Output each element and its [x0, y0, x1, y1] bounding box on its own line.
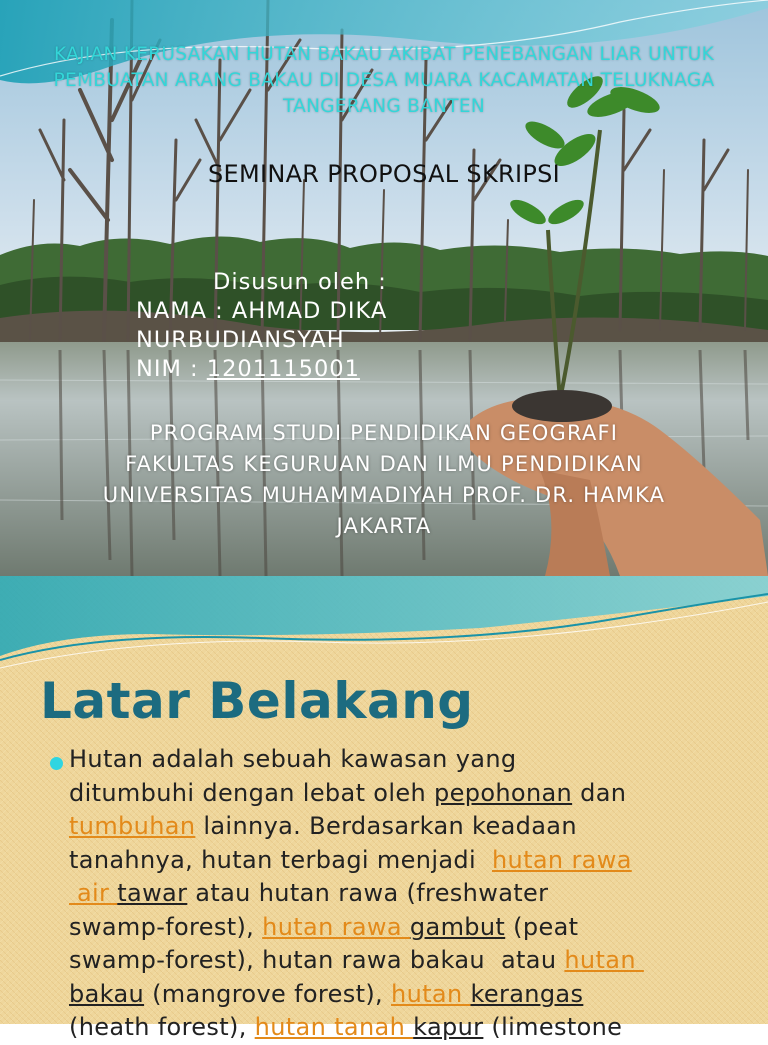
- bullet-dot-icon: [50, 757, 63, 770]
- author-heading: Disusun oleh :: [213, 269, 387, 295]
- underlined-text: kapur: [413, 1013, 484, 1041]
- paragraph-line: [69, 913, 578, 941]
- institution-line: PROGRAM STUDI PENDIDIKAN GEOGRAFI: [149, 421, 619, 445]
- hyperlink-text[interactable]: hutan: [391, 979, 471, 1008]
- paragraph-line: [69, 745, 516, 773]
- paragraph-text: ditumbuhi dengan lebat oleh: [69, 778, 435, 807]
- slide-title: KAJIAN KERUSAKAN HUTAN BAKAU AKIBAT PENEBANGAN LIAR UNTUK PEMBUATAN ARANG BAKAU DI DESA MUARA KACAMATAN TELUKNAGA TANGERANG BANTEN: [53, 44, 715, 117]
- paragraph-text: lainnya. Berdasarkan keadaan: [195, 812, 577, 840]
- paragraph-line: [69, 980, 583, 1008]
- nim-label: NIM :: [136, 356, 207, 382]
- paragraph-line: [69, 1013, 622, 1041]
- author-name: NAMA : AHMAD DIKA NURBUDIANSYAH: [136, 298, 388, 353]
- underlined-text: gambut: [409, 912, 506, 941]
- paragraph-text: (limestone: [483, 1013, 623, 1041]
- paragraph-line: [69, 879, 548, 907]
- paragraph-text: (heath forest),: [69, 1013, 255, 1041]
- hyperlink-text[interactable]: air: [69, 879, 118, 907]
- underlined-text: bakau: [69, 979, 145, 1008]
- hyperlink-text[interactable]: hutan rawa: [262, 912, 410, 941]
- underlined-text: kerangas: [470, 979, 584, 1008]
- hyperlink-text[interactable]: tumbuhan: [69, 812, 196, 840]
- paragraph-text: dan: [572, 778, 627, 807]
- paragraph-text: Hutan adalah sebuah kawasan yang: [69, 745, 517, 773]
- hyperlink-text[interactable]: hutan rawa: [491, 845, 632, 874]
- author-block: [136, 268, 556, 384]
- paragraph-text: (peat: [505, 912, 579, 941]
- institution-line: JAKARTA: [336, 514, 432, 538]
- paragraph-line: [69, 846, 632, 874]
- slide-subtitle: SEMINAR PROPOSAL SKRIPSI: [207, 160, 561, 188]
- institution-line: FAKULTAS KEGURUAN DAN ILMU PENDIDIKAN: [125, 452, 643, 476]
- content-slide: [0, 576, 768, 1041]
- paragraph-text: atau hutan rawa (freshwater: [187, 879, 549, 907]
- paragraph-text: swamp-forest),: [69, 912, 263, 941]
- underlined-text: pepohonan: [434, 778, 573, 807]
- hyperlink-text[interactable]: hutan: [564, 946, 644, 974]
- paragraph-text: (mangrove forest),: [144, 979, 392, 1008]
- body-paragraph: [69, 743, 739, 1045]
- author-nim: [136, 355, 556, 384]
- paragraph-line: [69, 812, 577, 840]
- nim-value: 1201115001: [206, 356, 360, 382]
- institution-line: UNIVERSITAS MUHAMMADIYAH PROF. DR. HAMKA: [102, 483, 666, 507]
- paragraph-text: swamp-forest), hutan rawa bakau atau: [69, 946, 565, 974]
- paragraph-line: [69, 946, 644, 974]
- hyperlink-text[interactable]: hutan tanah: [254, 1013, 414, 1041]
- institution-block: [0, 418, 768, 542]
- paragraph-text: tanahnya, hutan terbagi menjadi: [69, 845, 492, 874]
- underlined-text: tawar: [117, 879, 188, 907]
- section-title: Latar Belakang: [40, 672, 474, 730]
- paragraph-line: [69, 779, 626, 807]
